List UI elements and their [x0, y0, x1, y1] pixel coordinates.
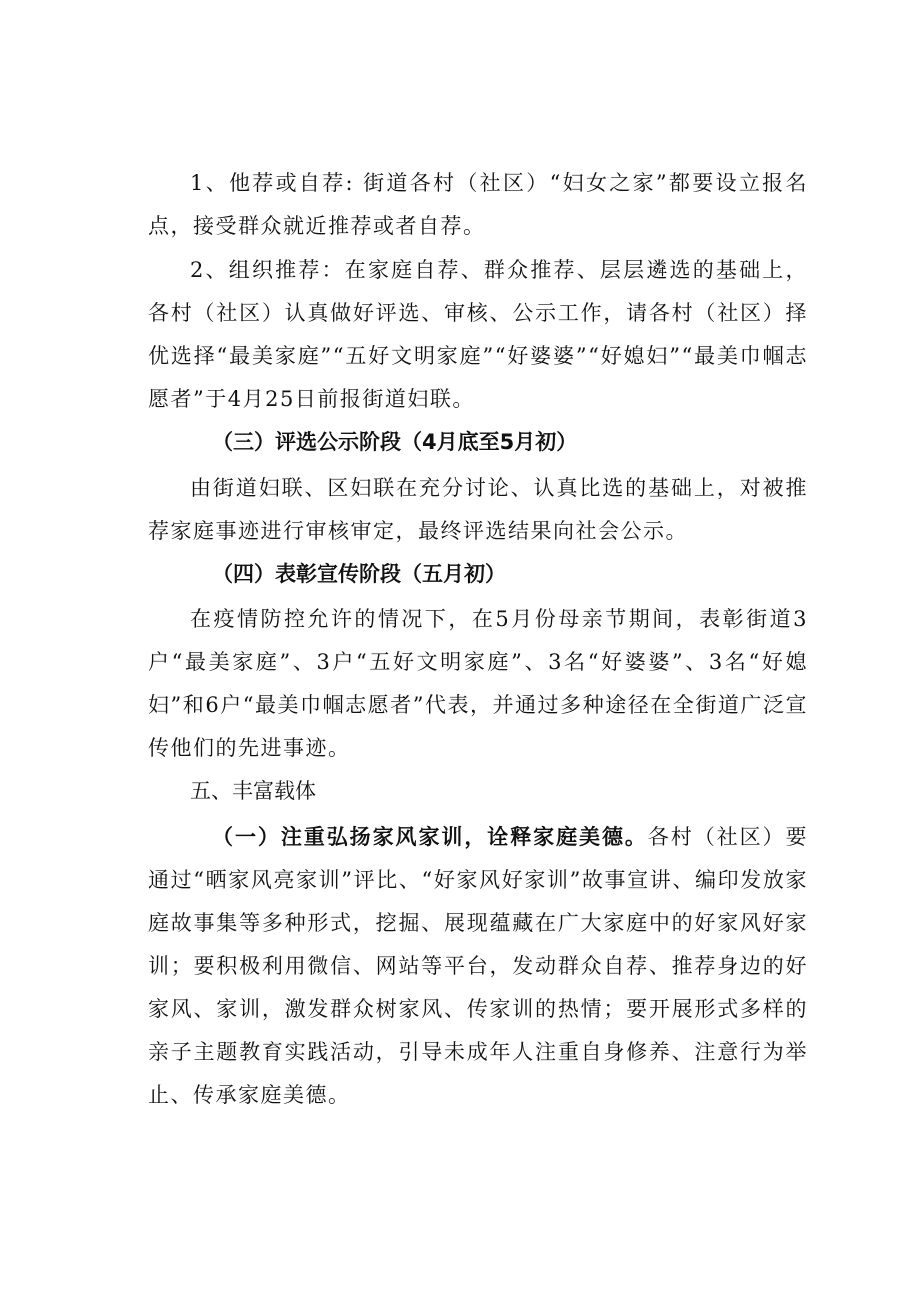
paragraph-commendation: 在疫情防控允许的情况下，在5月份母亲节期间，表彰街道3户“最美家庭”、3户“五好文明家庭”、3名“好婆婆”、3名“好媳妇”和6户“最美巾帼志愿者”代表，并通过多种途径在全街道广泛宣传他们的先进事迹。: [148, 607, 808, 760]
paragraph-lead-bold: （一）注重弘扬家风家训，诠释家庭美德。: [212, 825, 648, 849]
paragraph-organized-recommend: 2、组织推荐：在家庭自荐、群众推荐、层层遴选的基础上，各村（社区）认真做好评选、审核、公示工作，请各村（社区）择优选择“最美家庭”“五好文明家庭”“好婆婆”“好媳妇”“最美巾帼志愿者”于4月25日前报街道妇联。: [148, 258, 808, 411]
paragraph-family-traditions: [148, 816, 808, 1117]
paragraph-selection-publicity: 由街道妇联、区妇联在充分讨论、认真比选的基础上，对被推荐家庭事迹进行审核审定，最终评选结果向社会公示。: [148, 476, 808, 543]
heading-commendation: （四）表彰宣传阶段（五月初）: [212, 562, 506, 586]
paragraph-self-recommend: 1、他荐或自荐: 街道各村（社区）“妇女之家”都要设立报名点，接受群众就近推荐或者自荐。: [148, 171, 808, 238]
paragraph-body: 各村（社区）要通过“晒家风亮家训”评比、“好家风好家训”故事宣讲、编印发放家庭故事集等多种形式，挖掘、展现蕴藏在广大家庭中的好家风好家训；要积极利用微信、网站等平台，发动群众自荐、推荐身边的好家风、家训，激发群众树家风、传家训的热情；要开展形式多样的亲子主题教育实践活动，引导未成年人注重自身修养、注意行为举止、传承家庭美德。: [148, 825, 808, 1107]
heading-selection-publicity: （三）评选公示阶段（4月底至5月初）: [212, 430, 578, 454]
heading-enrich-carriers: 五、丰富载体: [190, 779, 316, 803]
